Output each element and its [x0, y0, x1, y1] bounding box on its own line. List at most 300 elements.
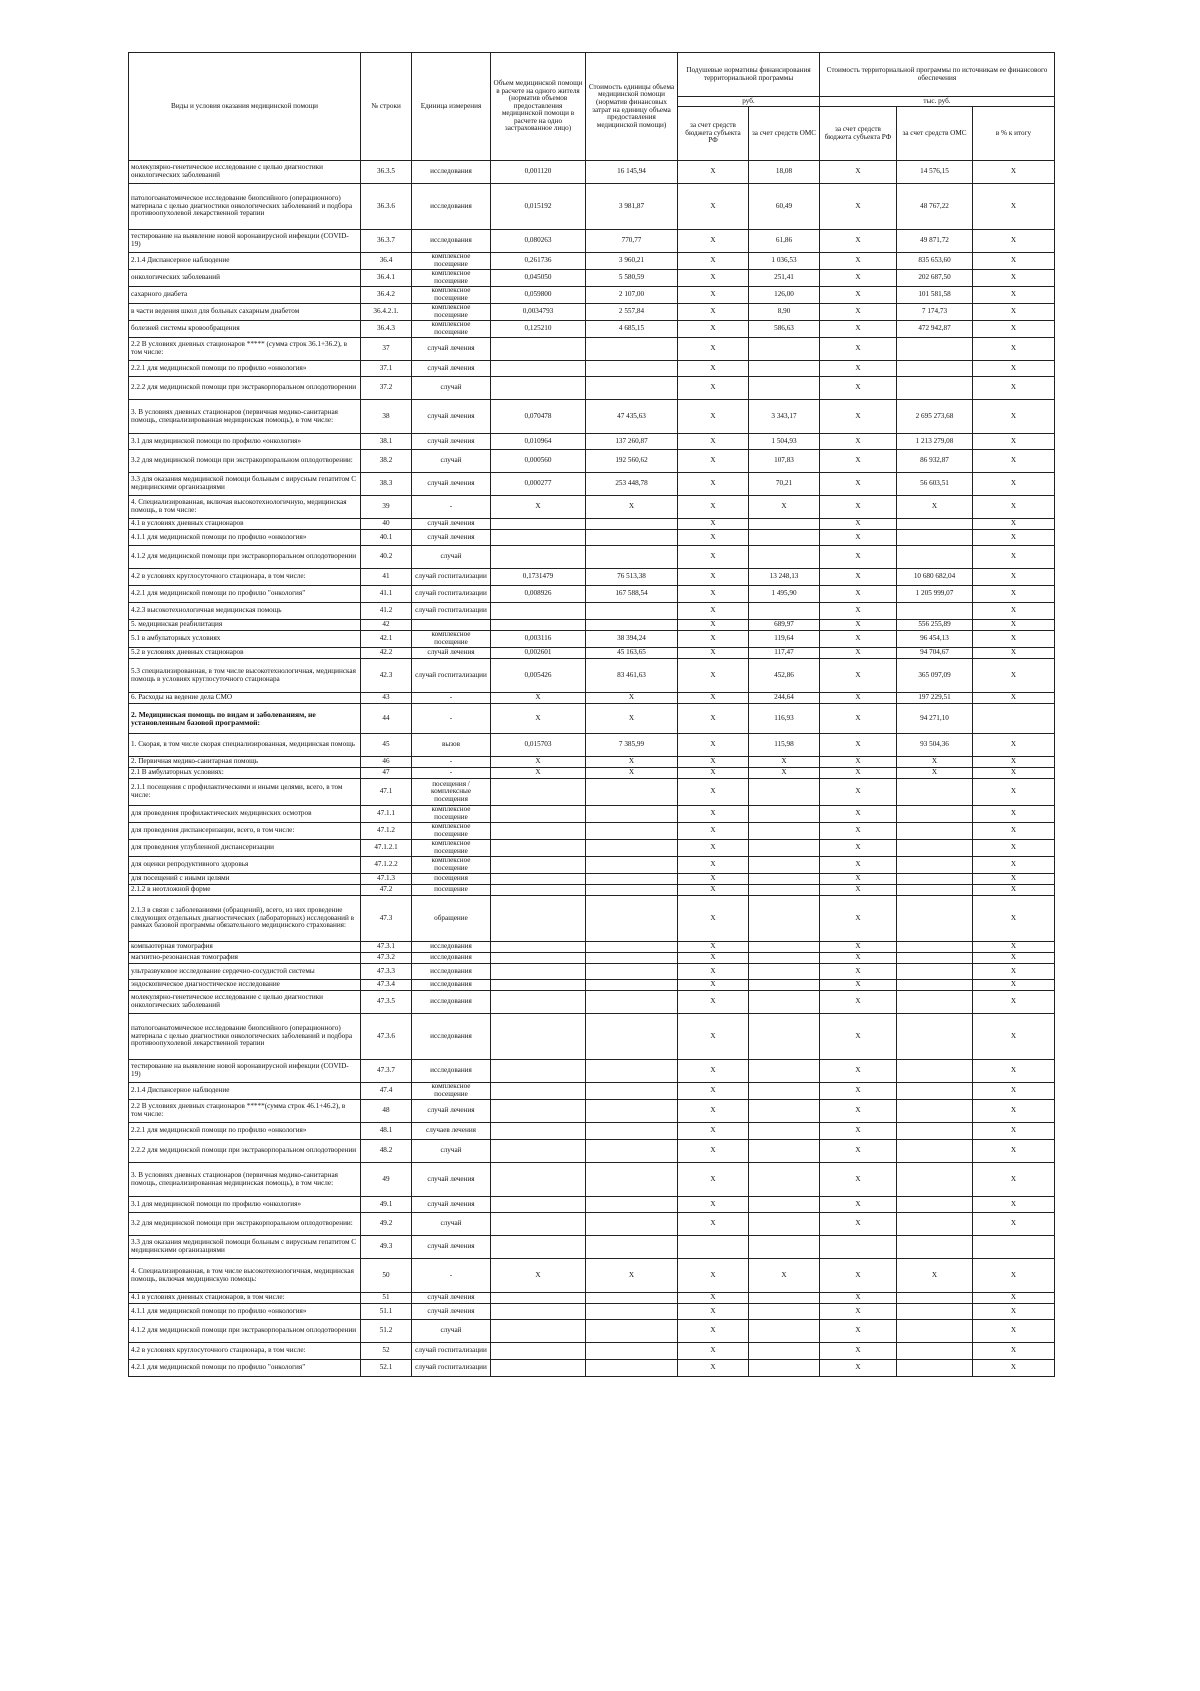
row-number: 38 — [361, 400, 412, 434]
row-name: 2.2.1 для медицинской помощи по профилю «онкология» — [129, 1123, 361, 1140]
row-name: для оценки репродуктивного здоровья — [129, 857, 361, 874]
row-name: 6. Расходы на ведение дела СМО — [129, 693, 361, 704]
row-unit-cost — [586, 1163, 678, 1197]
row-tp-budget: Х — [820, 377, 897, 400]
table-row — [129, 321, 1055, 338]
row-unit: комплексное посещение — [412, 253, 491, 270]
row-tp-budget: Х — [820, 519, 897, 530]
row-pc-budget: Х — [678, 603, 749, 620]
row-tp-percent: Х — [973, 659, 1055, 693]
row-volume — [491, 1293, 586, 1304]
row-pc-budget: Х — [678, 270, 749, 287]
row-tp-oms: 101 581,58 — [897, 287, 973, 304]
row-tp-oms — [897, 1014, 973, 1060]
row-tp-percent: Х — [973, 980, 1055, 991]
row-unit: случай лечения — [412, 361, 491, 377]
row-number: 51.1 — [361, 1304, 412, 1320]
row-tp-percent: Х — [973, 1100, 1055, 1123]
row-pc-oms — [749, 546, 820, 569]
row-pc-budget: Х — [678, 184, 749, 230]
row-tp-oms — [897, 1320, 973, 1343]
row-tp-oms: 1 213 279,08 — [897, 434, 973, 450]
table-row — [129, 964, 1055, 980]
row-unit — [412, 620, 491, 631]
row-pc-budget: Х — [678, 1293, 749, 1304]
row-unit-cost — [586, 603, 678, 620]
row-tp-percent: Х — [973, 896, 1055, 942]
row-tp-budget: Х — [820, 400, 897, 434]
row-name: для проведения углубленной диспансеризации — [129, 840, 361, 857]
row-volume — [491, 1236, 586, 1259]
row-tp-budget: Х — [820, 693, 897, 704]
row-unit: - — [412, 757, 491, 768]
row-unit: исследования — [412, 953, 491, 964]
row-volume: 0,261736 — [491, 253, 586, 270]
table-row — [129, 659, 1055, 693]
table-row — [129, 734, 1055, 757]
row-volume: 0,008926 — [491, 586, 586, 603]
row-name: 4.1.1 для медицинской помощи по профилю «онкология» — [129, 530, 361, 546]
row-name: 4.1 в условиях дневных стационаров — [129, 519, 361, 530]
row-tp-oms: 56 603,51 — [897, 473, 973, 496]
row-pc-oms: 119,64 — [749, 631, 820, 648]
row-number: 40.1 — [361, 530, 412, 546]
row-unit: исследования — [412, 1014, 491, 1060]
header-per-capita: Подушевые нормативы финансирования территориальной программы — [678, 53, 820, 97]
row-name: тестирование на выявление новой коронавирусной инфекции (COVID-19) — [129, 1060, 361, 1083]
row-number: 42.2 — [361, 648, 412, 659]
row-tp-percent: Х — [973, 1293, 1055, 1304]
row-tp-percent: Х — [973, 1083, 1055, 1100]
row-tp-percent: Х — [973, 1197, 1055, 1213]
row-name: 2.1.4 Диспансерное наблюдение — [129, 253, 361, 270]
row-tp-oms — [897, 377, 973, 400]
table-row — [129, 496, 1055, 519]
row-tp-percent: Х — [973, 287, 1055, 304]
row-pc-budget: Х — [678, 823, 749, 840]
header-tp-budget: за счет средств бюджета субъекта РФ — [820, 107, 897, 161]
row-volume — [491, 823, 586, 840]
row-tp-percent: Х — [973, 1060, 1055, 1083]
row-pc-budget: Х — [678, 734, 749, 757]
row-pc-oms — [749, 885, 820, 896]
row-tp-budget: Х — [820, 338, 897, 361]
table-row — [129, 338, 1055, 361]
row-name: 3.3 для оказания медицинской помощи больным с вирусным гепатитом С медицинскими организациями — [129, 1236, 361, 1259]
row-unit: случай лечения — [412, 1304, 491, 1320]
row-name: компьютерная томография — [129, 942, 361, 953]
row-pc-budget: Х — [678, 473, 749, 496]
row-tp-percent: Х — [973, 823, 1055, 840]
row-pc-budget: Х — [678, 1083, 749, 1100]
row-pc-budget: Х — [678, 304, 749, 321]
row-name: 5.2 в условиях дневных стационаров — [129, 648, 361, 659]
row-tp-budget: Х — [820, 287, 897, 304]
table-row — [129, 620, 1055, 631]
row-name: эндоскопическое диагностическое исследование — [129, 980, 361, 991]
row-name: 4.2 в условиях круглосуточного стационара, в том числе: — [129, 1343, 361, 1360]
row-pc-oms — [749, 1236, 820, 1259]
row-tp-budget: Х — [820, 648, 897, 659]
row-name: 4.1.2 для медицинской помощи при экстракорпоральном оплодотворении — [129, 546, 361, 569]
row-number: 47 — [361, 768, 412, 779]
row-pc-budget: Х — [678, 361, 749, 377]
row-tp-budget: Х — [820, 806, 897, 823]
row-name: в части ведения школ для больных сахарным диабетом — [129, 304, 361, 321]
row-number: 37.2 — [361, 377, 412, 400]
row-unit: исследования — [412, 991, 491, 1014]
row-pc-budget: Х — [678, 631, 749, 648]
header-unit: Единица измерения — [412, 53, 491, 161]
row-pc-budget: Х — [678, 964, 749, 980]
row-number: 47.1.1 — [361, 806, 412, 823]
table-row — [129, 287, 1055, 304]
row-number: 38.3 — [361, 473, 412, 496]
row-tp-percent: Х — [973, 569, 1055, 586]
row-number: 36.3.6 — [361, 184, 412, 230]
row-name: 3.2 для медицинской помощи при экстракорпоральном оплодотворении: — [129, 450, 361, 473]
row-tp-budget: Х — [820, 1100, 897, 1123]
row-tp-percent: Х — [973, 230, 1055, 253]
row-tp-percent: Х — [973, 693, 1055, 704]
row-pc-oms — [749, 1304, 820, 1320]
row-pc-oms — [749, 874, 820, 885]
row-pc-oms: 61,86 — [749, 230, 820, 253]
row-name: 3.2 для медицинской помощи при экстракорпоральном оплодотворении: — [129, 1213, 361, 1236]
row-number: 47.2 — [361, 885, 412, 896]
row-unit-cost — [586, 1197, 678, 1213]
row-number: 47.3.4 — [361, 980, 412, 991]
row-unit: случай лечения — [412, 648, 491, 659]
row-unit-cost — [586, 953, 678, 964]
row-pc-budget: Х — [678, 1213, 749, 1236]
row-unit: посещение — [412, 885, 491, 896]
row-pc-oms — [749, 1360, 820, 1377]
row-volume — [491, 1014, 586, 1060]
row-pc-budget: Х — [678, 519, 749, 530]
row-volume — [491, 942, 586, 953]
row-unit-cost — [586, 942, 678, 953]
row-pc-oms: 13 248,13 — [749, 569, 820, 586]
row-tp-budget: Х — [820, 857, 897, 874]
row-pc-budget: Х — [678, 942, 749, 953]
row-tp-percent: Х — [973, 734, 1055, 757]
row-volume: 0,0034793 — [491, 304, 586, 321]
row-number: 52 — [361, 1343, 412, 1360]
row-number: 40 — [361, 519, 412, 530]
row-tp-percent: Х — [973, 1259, 1055, 1293]
row-name: 5.1 в амбулаторных условиях — [129, 631, 361, 648]
row-unit: исследования — [412, 184, 491, 230]
row-number: 47.1 — [361, 779, 412, 806]
row-unit: исследования — [412, 161, 491, 184]
row-tp-oms: 202 687,50 — [897, 270, 973, 287]
row-unit: исследования — [412, 980, 491, 991]
row-pc-oms — [749, 1060, 820, 1083]
row-pc-budget: Х — [678, 779, 749, 806]
row-pc-oms — [749, 953, 820, 964]
row-unit-cost: 16 145,94 — [586, 161, 678, 184]
row-pc-oms — [749, 896, 820, 942]
table-row — [129, 1083, 1055, 1100]
table-row — [129, 304, 1055, 321]
row-number: 38.1 — [361, 434, 412, 450]
row-name: 3.1 для медицинской помощи по профилю «онкология» — [129, 434, 361, 450]
row-tp-oms — [897, 896, 973, 942]
row-tp-oms: 93 504,36 — [897, 734, 973, 757]
row-unit-cost — [586, 1304, 678, 1320]
row-number: 47.3.7 — [361, 1060, 412, 1083]
table-row — [129, 980, 1055, 991]
table-row — [129, 530, 1055, 546]
row-number: 49 — [361, 1163, 412, 1197]
row-name: 2.1.3 в связи с заболеваниями (обращений), всего, из них проведение следующих отдельных диагностических (лабораторных) исследований в рамках базовой программы обязательного медицинского страхования: — [129, 896, 361, 942]
row-tp-oms — [897, 1236, 973, 1259]
row-unit-cost — [586, 338, 678, 361]
table-row — [129, 1100, 1055, 1123]
row-pc-oms — [749, 857, 820, 874]
row-name: для проведения диспансеризации, всего, в том числе: — [129, 823, 361, 840]
row-tp-budget: Х — [820, 270, 897, 287]
row-unit: случай госпитализации — [412, 603, 491, 620]
row-tp-percent: Х — [973, 1320, 1055, 1343]
row-unit-cost: 2 107,00 — [586, 287, 678, 304]
row-tp-oms — [897, 953, 973, 964]
row-pc-budget: Х — [678, 648, 749, 659]
table-row — [129, 1140, 1055, 1163]
row-volume: Х — [491, 1259, 586, 1293]
row-pc-oms: Х — [749, 1259, 820, 1293]
row-unit: исследования — [412, 1060, 491, 1083]
row-number: 39 — [361, 496, 412, 519]
row-name: молекулярно-генетическое исследование с целью диагностики онкологических заболеваний — [129, 161, 361, 184]
row-tp-oms — [897, 519, 973, 530]
row-unit: - — [412, 693, 491, 704]
row-tp-budget: Х — [820, 569, 897, 586]
row-tp-oms — [897, 603, 973, 620]
row-pc-budget: Х — [678, 569, 749, 586]
table-row — [129, 546, 1055, 569]
table-row — [129, 1060, 1055, 1083]
row-tp-percent: Х — [973, 857, 1055, 874]
row-volume: Х — [491, 496, 586, 519]
row-tp-oms — [897, 338, 973, 361]
row-tp-oms: 365 097,09 — [897, 659, 973, 693]
row-tp-percent: Х — [973, 942, 1055, 953]
row-pc-budget: Х — [678, 693, 749, 704]
row-tp-percent — [973, 1236, 1055, 1259]
row-unit: - — [412, 704, 491, 734]
row-name: сахарного диабета — [129, 287, 361, 304]
table-row — [129, 874, 1055, 885]
table-row — [129, 806, 1055, 823]
row-tp-percent: Х — [973, 953, 1055, 964]
row-tp-budget: Х — [820, 953, 897, 964]
row-unit: комплексное посещение — [412, 287, 491, 304]
row-unit-cost — [586, 361, 678, 377]
row-tp-oms — [897, 1163, 973, 1197]
row-tp-percent: Х — [973, 338, 1055, 361]
row-unit-cost: 770,77 — [586, 230, 678, 253]
row-tp-budget: Х — [820, 991, 897, 1014]
row-tp-budget: Х — [820, 840, 897, 857]
row-unit: случай лечения — [412, 519, 491, 530]
row-number: 41 — [361, 569, 412, 586]
row-pc-oms: 126,00 — [749, 287, 820, 304]
row-pc-budget: Х — [678, 1163, 749, 1197]
row-unit-cost: 167 588,54 — [586, 586, 678, 603]
header-unit-cost: Стоимость единицы объема медицинской помощи (норматив финансовых затрат на единицу объема предоставления медицинской помощи) — [586, 53, 678, 161]
row-pc-oms: 1 504,93 — [749, 434, 820, 450]
row-unit-cost — [586, 1123, 678, 1140]
row-tp-budget: Х — [820, 586, 897, 603]
row-volume: 0,000277 — [491, 473, 586, 496]
row-pc-oms — [749, 1163, 820, 1197]
table-row — [129, 270, 1055, 287]
row-pc-budget: Х — [678, 1343, 749, 1360]
row-tp-budget: Х — [820, 1014, 897, 1060]
row-name: патологоанатомическое исследование биопсийного (операционного) материала с целью диагностики онкологических заболеваний и подбора противоопухолевой лекарственной терапии — [129, 184, 361, 230]
table-row — [129, 942, 1055, 953]
row-number: 38.2 — [361, 450, 412, 473]
row-pc-budget: Х — [678, 704, 749, 734]
row-pc-budget: Х — [678, 874, 749, 885]
row-pc-oms — [749, 361, 820, 377]
row-pc-budget: Х — [678, 1060, 749, 1083]
row-unit: случай — [412, 450, 491, 473]
row-tp-budget: Х — [820, 1213, 897, 1236]
row-tp-budget: Х — [820, 450, 897, 473]
row-tp-oms — [897, 942, 973, 953]
row-tp-percent: Х — [973, 586, 1055, 603]
row-tp-budget: Х — [820, 1360, 897, 1377]
row-tp-percent: Х — [973, 603, 1055, 620]
row-pc-oms — [749, 942, 820, 953]
row-unit: случай — [412, 546, 491, 569]
row-tp-percent: Х — [973, 964, 1055, 980]
row-volume: 0,125210 — [491, 321, 586, 338]
row-pc-oms — [749, 1140, 820, 1163]
row-tp-budget: Х — [820, 980, 897, 991]
row-pc-budget: Х — [678, 806, 749, 823]
row-tp-oms — [897, 964, 973, 980]
row-unit: случай лечения — [412, 434, 491, 450]
row-unit-cost: 3 960,21 — [586, 253, 678, 270]
row-name: 3. В условиях дневных стационаров (первичная медико-санитарная помощь, специализированная медицинская помощь), в том числе: — [129, 400, 361, 434]
row-pc-oms — [749, 1100, 820, 1123]
row-number: 48.1 — [361, 1123, 412, 1140]
row-pc-oms: 586,63 — [749, 321, 820, 338]
table-row — [129, 586, 1055, 603]
row-name: 5. медицинская реабилитация — [129, 620, 361, 631]
row-unit-cost: 137 260,87 — [586, 434, 678, 450]
row-unit-cost: 5 580,59 — [586, 270, 678, 287]
row-tp-budget: Х — [820, 361, 897, 377]
row-pc-budget: Х — [678, 586, 749, 603]
row-tp-percent: Х — [973, 991, 1055, 1014]
row-unit: случай лечения — [412, 530, 491, 546]
row-tp-budget: Х — [820, 530, 897, 546]
row-tp-budget: Х — [820, 1083, 897, 1100]
row-pc-budget: Х — [678, 857, 749, 874]
row-pc-oms: 452,86 — [749, 659, 820, 693]
row-tp-percent: Х — [973, 768, 1055, 779]
row-tp-budget: Х — [820, 321, 897, 338]
row-unit: комплексное посещение — [412, 631, 491, 648]
row-tp-percent: Х — [973, 321, 1055, 338]
table-row — [129, 450, 1055, 473]
row-pc-oms: 8,90 — [749, 304, 820, 321]
row-name: 2.2.2 для медицинской помощи при экстракорпоральном оплодотворении — [129, 377, 361, 400]
row-tp-budget: Х — [820, 1320, 897, 1343]
row-number: 47.1.2.2 — [361, 857, 412, 874]
row-tp-budget: Х — [820, 1304, 897, 1320]
row-tp-oms: 2 695 273,68 — [897, 400, 973, 434]
row-pc-budget: Х — [678, 991, 749, 1014]
row-name: 3.1 для медицинской помощи по профилю «онкология» — [129, 1197, 361, 1213]
row-unit-cost — [586, 896, 678, 942]
row-tp-percent: Х — [973, 1360, 1055, 1377]
row-unit: комплексное посещение — [412, 1083, 491, 1100]
row-pc-budget: Х — [678, 620, 749, 631]
row-unit: случай лечения — [412, 1293, 491, 1304]
row-unit: исследования — [412, 964, 491, 980]
row-number: 47.3.5 — [361, 991, 412, 1014]
row-volume — [491, 1343, 586, 1360]
row-pc-budget: Х — [678, 1123, 749, 1140]
row-tp-percent: Х — [973, 530, 1055, 546]
row-number: 36.4.3 — [361, 321, 412, 338]
row-unit: случай госпитализации — [412, 586, 491, 603]
row-volume: 0,1731479 — [491, 569, 586, 586]
row-pc-oms — [749, 1083, 820, 1100]
row-volume — [491, 1320, 586, 1343]
table-row — [129, 1320, 1055, 1343]
row-tp-oms — [897, 806, 973, 823]
row-tp-budget: Х — [820, 546, 897, 569]
table-row — [129, 253, 1055, 270]
row-volume — [491, 519, 586, 530]
row-pc-oms — [749, 1320, 820, 1343]
row-tp-budget: Х — [820, 1197, 897, 1213]
table-row — [129, 603, 1055, 620]
row-tp-oms — [897, 885, 973, 896]
row-unit: случай госпитализации — [412, 1360, 491, 1377]
row-tp-oms — [897, 1123, 973, 1140]
row-tp-budget: Х — [820, 434, 897, 450]
row-volume: 0,001120 — [491, 161, 586, 184]
row-number: 41.2 — [361, 603, 412, 620]
row-unit: случай лечения — [412, 1197, 491, 1213]
row-pc-oms — [749, 377, 820, 400]
row-volume: Х — [491, 757, 586, 768]
row-name: 2.1.1 посещения с профилактическими и иными целями, всего, в том числе: — [129, 779, 361, 806]
row-name: ультразвуковое исследование сердечно-сосудистой системы — [129, 964, 361, 980]
row-pc-budget: Х — [678, 757, 749, 768]
table-row — [129, 757, 1055, 768]
row-tp-oms: 556 255,89 — [897, 620, 973, 631]
row-volume: Х — [491, 693, 586, 704]
row-pc-budget: Х — [678, 1197, 749, 1213]
row-pc-oms: 70,21 — [749, 473, 820, 496]
table-body — [129, 161, 1055, 1377]
row-tp-percent: Х — [973, 361, 1055, 377]
row-volume — [491, 964, 586, 980]
row-tp-oms — [897, 546, 973, 569]
row-pc-oms — [749, 338, 820, 361]
row-pc-oms — [749, 980, 820, 991]
row-tp-oms: Х — [897, 757, 973, 768]
